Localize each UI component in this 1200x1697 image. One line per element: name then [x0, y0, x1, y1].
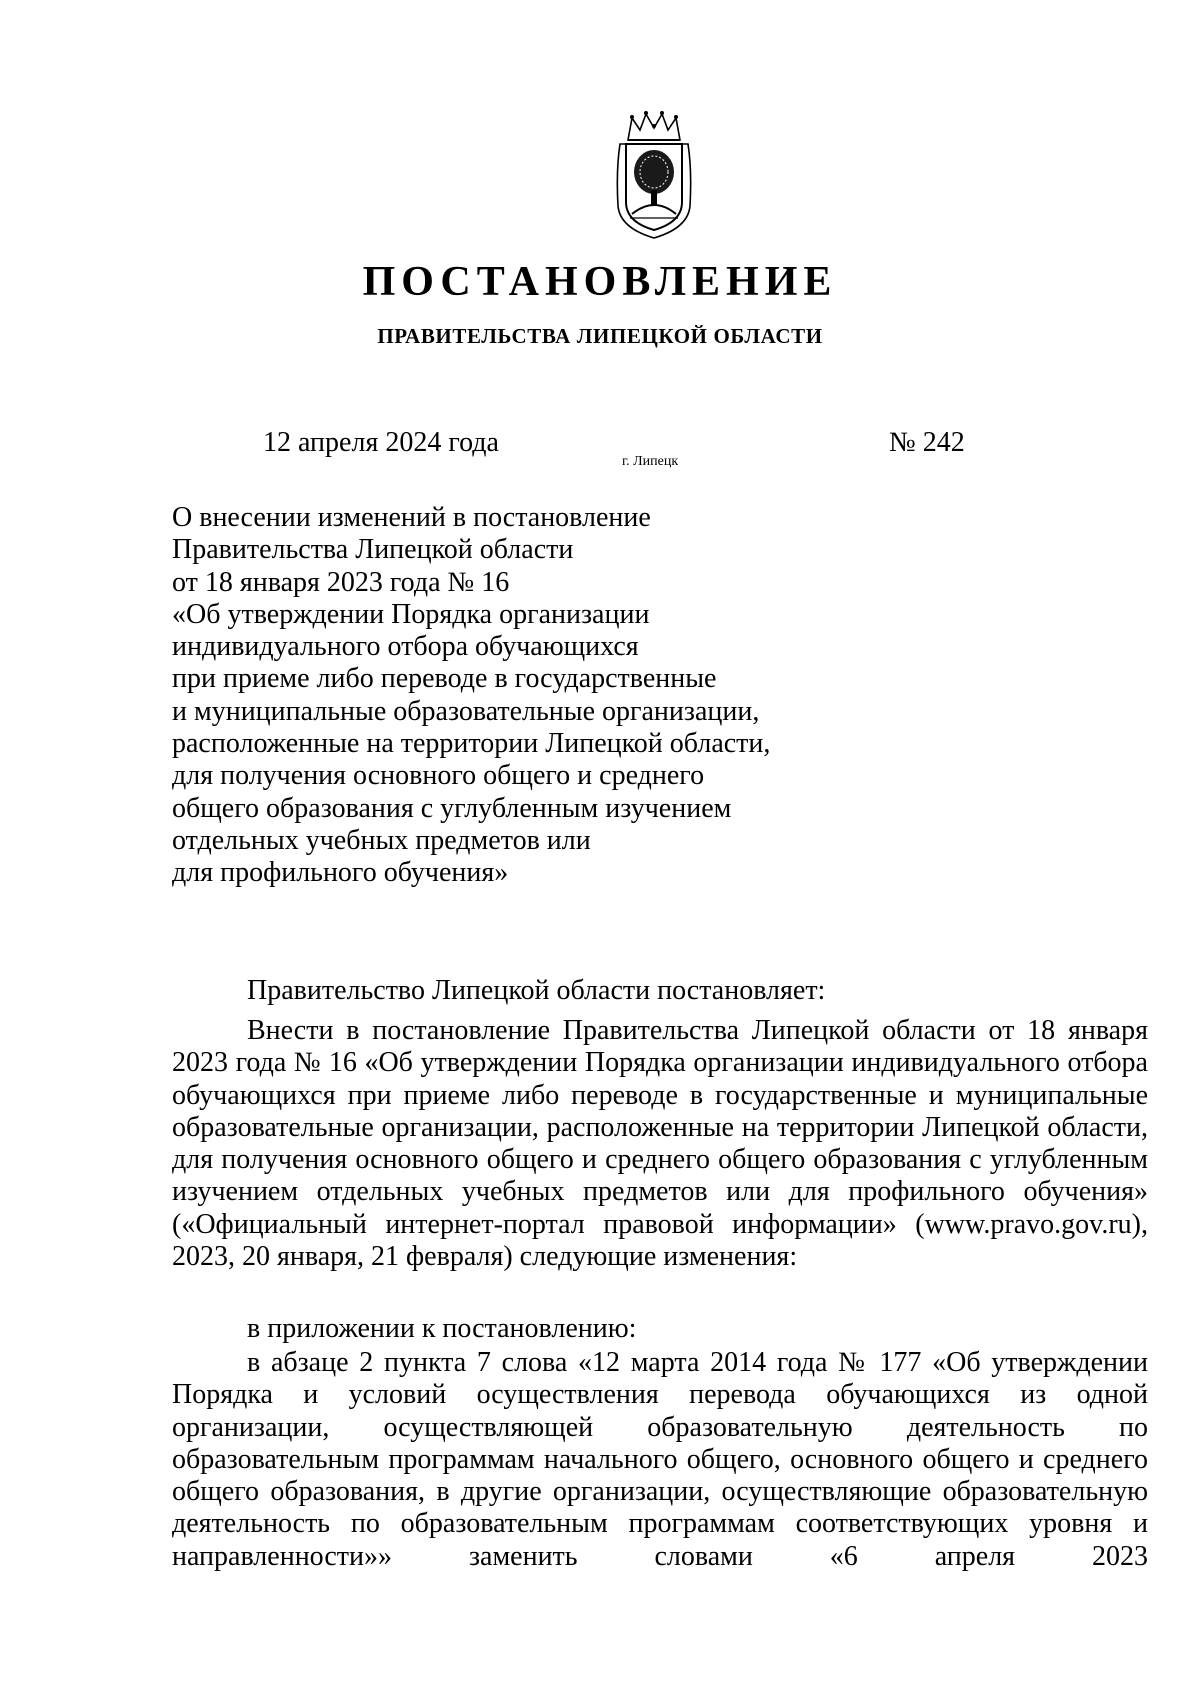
document-number: № 242	[889, 427, 965, 458]
amendment-text: Внести в постановление Правительства Липецкой области от 18 января 2023 года № 16 «Об утверждении Порядка организации индивидуального отбора обучающихся при приеме либо переводе в государственные и муниципальные образовательные организации, расположенные на территории Липецкой области, для получения основного общего и среднего общего образования с углубленным изучением отдельных учебных предметов или для профильного обучения» («Официальный интернет-портал правовой информации» (www.pravo.gov.ru), 2023, 20 января, 21 февраля) следующие изменения:	[172, 1015, 1148, 1273]
document-subtitle: ПРАВИТЕЛЬСТВА ЛИПЕЦКОЙ ОБЛАСТИ	[377, 324, 823, 348]
document-date: 12 апреля 2024 года	[263, 427, 499, 458]
resolves-text: Правительство Липецкой области постановляет:	[247, 975, 826, 1006]
amendment-paragraph	[172, 1015, 1148, 1273]
appendix-paragraph	[172, 1313, 1148, 1345]
document-subject: О внесении изменений в постановление Правительства Липецкой области от 18 января 2023 года № 16 «Об утверждении Порядка организации индивидуального отбора обучающихся при приеме либо переводе в государственные и муниципальные образовательные организации, расположенные на территории Липецкой области, для получения основного общего и среднего общего образования с углубленным изучением отдельных учебных предметов или для профильного обучения»	[172, 502, 771, 889]
resolves-paragraph	[172, 975, 1148, 1007]
appendix-text: в приложении к постановлению:	[247, 1313, 637, 1344]
document-city: г. Липецк	[622, 454, 679, 469]
document-title: ПОСТАНОВЛЕНИЕ	[362, 259, 838, 305]
lipetsk-coat-of-arms-icon	[606, 110, 702, 242]
change-paragraph	[172, 1347, 1148, 1573]
change-text: в абзаце 2 пункта 7 слова «12 марта 2014 года № 177 «Об утверждении Порядка и условий осуществления перевода обучающихся из одной организации, осуществляющей образовательную деятельность по образовательным программам начального общего, основного общего и среднего общего образования, в другие организации, осуществляющие образовательную деятельность по образовательным программам соответствующих уровня и направленности»» заменить словами «6 апреля 2023	[172, 1347, 1148, 1572]
